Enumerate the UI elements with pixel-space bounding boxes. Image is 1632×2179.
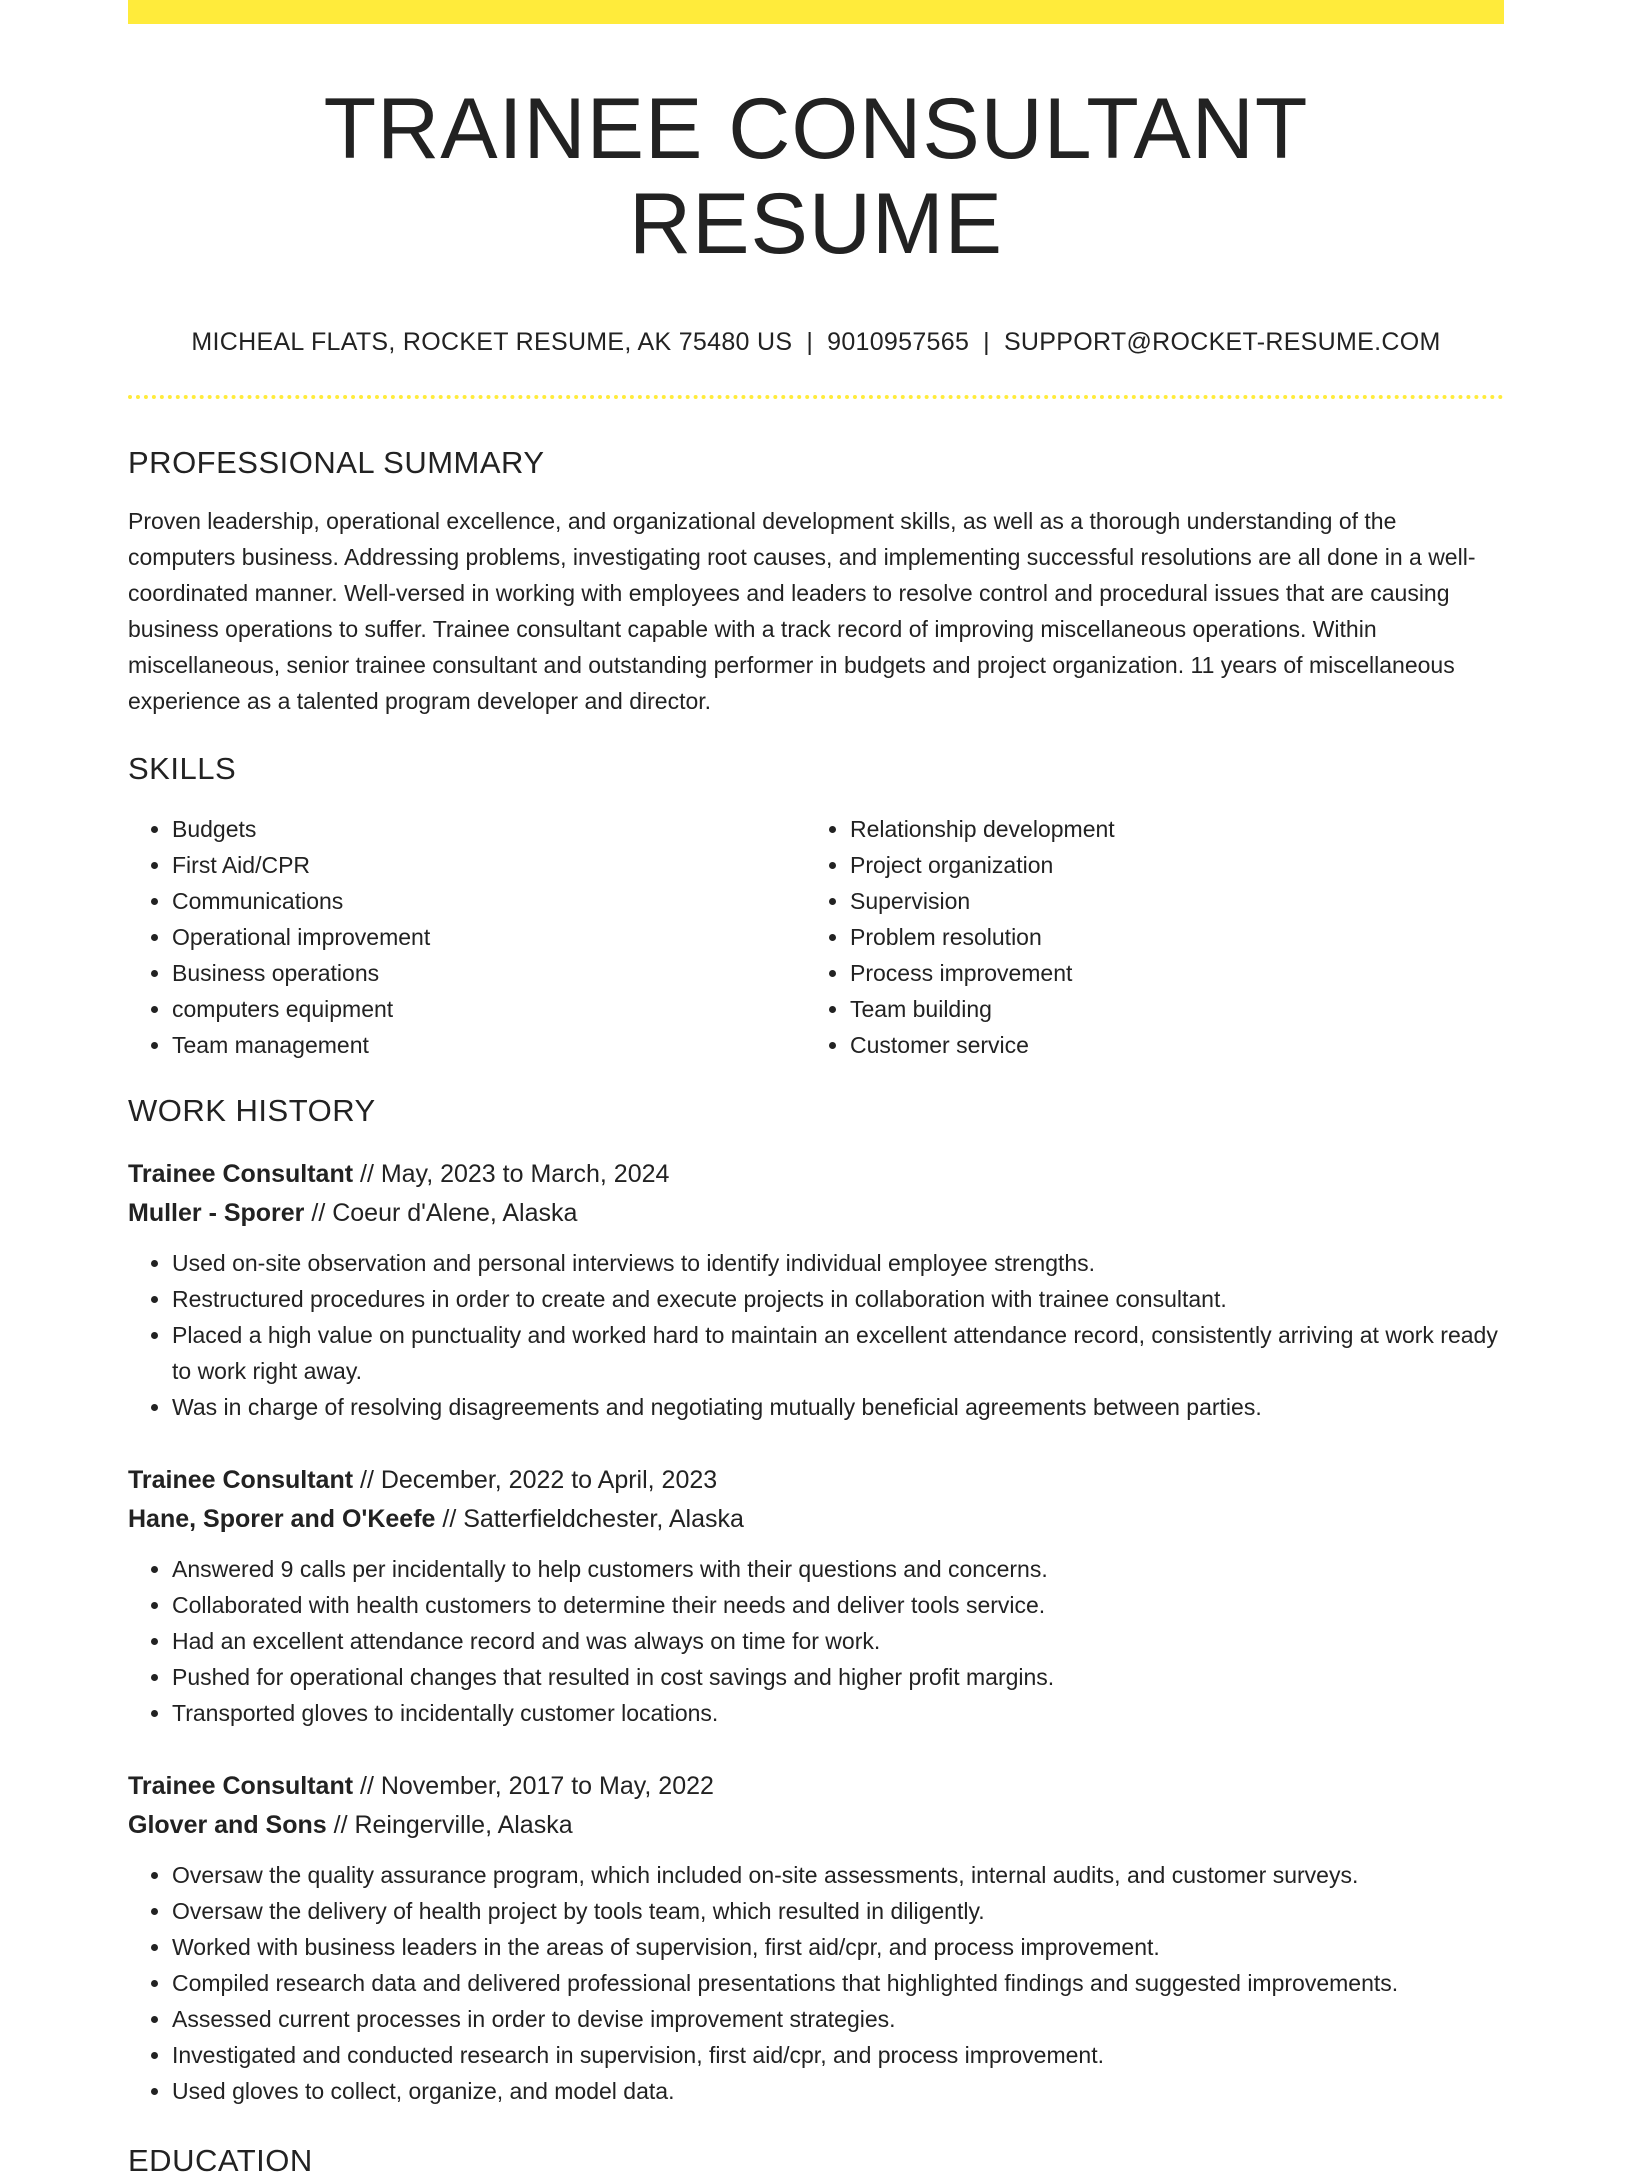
job-bullet: • Transported gloves to incidentally customer locations.	[172, 1695, 1504, 1731]
job-title-line	[128, 1461, 1504, 1500]
job-bullet: • Was in charge of resolving disagreements and negotiating mutually beneficial agreements between parties.	[172, 1389, 1504, 1425]
job-title-line	[128, 1767, 1504, 1806]
contact-separator: |	[983, 328, 990, 357]
job-company: Glover and Sons	[128, 1811, 327, 1840]
skills-column-left	[128, 811, 806, 1063]
job-bullet: • Had an excellent attendance record and was always on time for work.	[172, 1623, 1504, 1659]
job-dates: // November, 2017 to May, 2022	[353, 1772, 714, 1801]
skills-column-right	[806, 811, 1484, 1063]
summary-text: Proven leadership, operational excellence, and organizational development skills, as well as a thorough understanding of the computers business. Addressing problems, investigating root causes, and implementing successful resolutions are all done in a well-coordinated manner. Well-versed in working with employees and leaders to resolve control and procedural issues that are causing business operations to suffer. Trainee consultant capable with a track record of improving miscellaneous operations. Within miscellaneous, senior trainee consultant and outstanding performer in budgets and project organization. 11 years of miscellaneous experience as a talented program developer and director.	[128, 508, 1476, 715]
job-entry	[128, 1767, 1504, 2109]
job-bullet: • Worked with business leaders in the areas of supervision, first aid/cpr, and process improvement.	[172, 1929, 1504, 1965]
contact-email[interactable]: SUPPORT@ROCKET-RESUME.COM	[1003, 328, 1441, 357]
job-company-line	[128, 1806, 1504, 1845]
skill-item: • Business operations	[172, 955, 806, 991]
job-dates: // May, 2023 to March, 2024	[353, 1160, 670, 1189]
job-location: // Reingerville, Alaska	[326, 1811, 573, 1840]
job-bullet: • Investigated and conducted research in supervision, first aid/cpr, and process improvement.	[172, 2037, 1504, 2073]
job-bullet: • Assessed current processes in order to devise improvement strategies.	[172, 2001, 1504, 2037]
job-title: Trainee Consultant	[128, 1466, 354, 1495]
job-title-line	[128, 1155, 1504, 1194]
job-entry	[128, 1461, 1504, 1731]
job-location: // Coeur d'Alene, Alaska	[304, 1199, 578, 1228]
contact-phone[interactable]: 9010957565	[827, 328, 970, 357]
work-history-heading: WORK HISTORY	[128, 1093, 376, 1129]
skill-item: • Customer service	[850, 1027, 1484, 1063]
job-bullet: • Restructured procedures in order to create and execute projects in collaboration with trainee consultant.	[172, 1281, 1504, 1317]
job-bullet: • Used gloves to collect, organize, and model data.	[172, 2073, 1504, 2109]
skill-item: • Operational improvement	[172, 919, 806, 955]
job-bullet: • Placed a high value on punctuality and worked hard to maintain an excellent attendance record, consistently arriving at work ready to work right away.	[172, 1317, 1504, 1389]
contact-address: MICHEAL FLATS, ROCKET RESUME, AK 75480 US	[191, 328, 793, 357]
job-bullet: • Oversaw the quality assurance program, which included on-site assessments, internal audits, and customer surveys.	[172, 1857, 1504, 1893]
job-dates: // December, 2022 to April, 2023	[353, 1466, 718, 1495]
accent-top-bar	[128, 0, 1504, 24]
summary-heading: PROFESSIONAL SUMMARY	[128, 445, 545, 481]
job-bullets	[128, 1551, 1504, 1731]
job-company: Hane, Sporer and O'Keefe	[128, 1505, 436, 1534]
resume-page	[128, 0, 1504, 2179]
skill-item: • Process improvement	[850, 955, 1484, 991]
skill-item: • Team management	[172, 1027, 806, 1063]
job-company-line	[128, 1500, 1504, 1539]
skill-item: • Relationship development	[850, 811, 1484, 847]
skill-item: • First Aid/CPR	[172, 847, 806, 883]
job-bullets	[128, 1245, 1504, 1425]
job-bullet: • Compiled research data and delivered professional presentations that highlighted findings and suggested improvements.	[172, 1965, 1504, 2001]
resume-title: TRAINEE CONSULTANT RESUME	[323, 81, 1309, 272]
job-bullet: • Answered 9 calls per incidentally to help customers with their questions and concerns.	[172, 1551, 1504, 1587]
job-bullet: • Collaborated with health customers to determine their needs and deliver tools service.	[172, 1587, 1504, 1623]
job-entry	[128, 1155, 1504, 1425]
skill-item: • Problem resolution	[850, 919, 1484, 955]
job-bullet: • Pushed for operational changes that resulted in cost savings and higher profit margins.	[172, 1659, 1504, 1695]
contact-separator: |	[806, 328, 814, 357]
skill-item: • Communications	[172, 883, 806, 919]
job-bullets	[128, 1857, 1504, 2109]
dotted-divider	[128, 395, 1504, 399]
skill-item: • Supervision	[850, 883, 1484, 919]
skill-item: • Budgets	[172, 811, 806, 847]
education-heading: EDUCATION	[128, 2143, 313, 2179]
job-company: Muller - Sporer	[128, 1199, 305, 1228]
contact-line	[128, 327, 1504, 357]
skills-heading: SKILLS	[128, 751, 237, 787]
skill-item: • Team building	[850, 991, 1484, 1027]
job-bullet: • Oversaw the delivery of health project by tools team, which resulted in diligently.	[172, 1893, 1504, 1929]
skills-grid	[128, 811, 1504, 1063]
job-company-line	[128, 1194, 1504, 1233]
skill-item: • computers equipment	[172, 991, 806, 1027]
job-bullet: • Used on-site observation and personal interviews to identify individual employee strengths.	[172, 1245, 1504, 1281]
job-location: // Satterfieldchester, Alaska	[435, 1505, 744, 1534]
skill-item: • Project organization	[850, 847, 1484, 883]
job-title: Trainee Consultant	[128, 1160, 354, 1189]
job-title: Trainee Consultant	[128, 1772, 354, 1801]
